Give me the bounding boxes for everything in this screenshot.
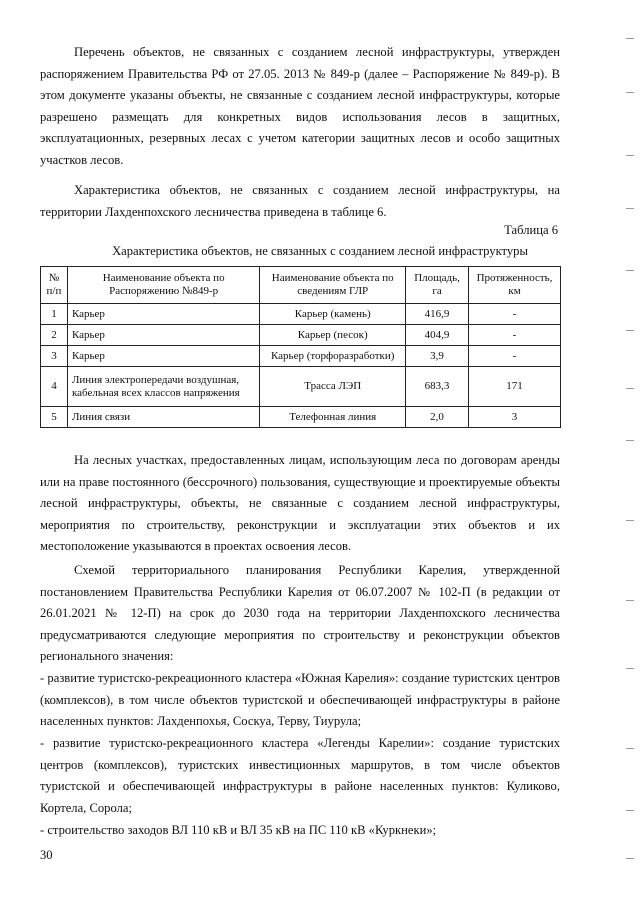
- cell-num: 3: [41, 346, 68, 367]
- cell-num: 5: [41, 407, 68, 428]
- scan-edge-marks: [616, 0, 640, 905]
- cell-area: 2,0: [406, 407, 469, 428]
- table-reference-paragraph: Характеристика объектов, не связанных с созданием лесной инфраструктуры, на территории Лахденпохского лесничества приведена в таблице 6.: [40, 183, 560, 219]
- bullet-south-karelia: - развитие туристско-рекреационного кластера «Южная Карелия»: создание туристских центров (комплексов), в том числе объектов туристской и обеспечивающей инфраструктуры в районе населенных пунктов: Лахденпохья, Соскуа, Терву, Тиурула;: [40, 671, 560, 729]
- scan-mark: [626, 270, 634, 271]
- scan-mark: [626, 858, 634, 859]
- scan-mark: [626, 330, 634, 331]
- header-area: Площадь, га: [406, 267, 469, 304]
- table-row: [41, 367, 561, 407]
- scan-mark: [626, 38, 634, 39]
- forest-plots-paragraph: На лесных участках, предоставленных лицам, использующим леса по договорам аренды или на праве постоянного (бессрочного) пользования, существующие и проектируемые объекты лесной инфраструктуры, объекты, не связанные с созданием лесной инфраструктуры, мероприятия по строительству, реконструкции и эксплуатации этих объектов и их местоположение указываются в проектах освоения лесов.: [40, 453, 560, 554]
- cell-name-849: Линия электропередачи воздушная, кабельная всех классов напряжения: [67, 367, 259, 407]
- cell-area: 3,9: [406, 346, 469, 367]
- cell-length: 171: [469, 367, 561, 407]
- scan-mark: [626, 520, 634, 521]
- scan-mark: [626, 208, 634, 209]
- territorial-plan-paragraph: Схемой территориального планирования Республики Карелия, утвержденной постановлением Правительства Республики Карелия от 06.07.2007 № 102-П (в редакции от 26.01.2021 № 12-П) на срок до 2030 года на территории Лахденпохского лесничества предусматриваются следующие мероприятия по строительству и реконструкции объектов регионального значения:: [40, 563, 560, 664]
- cell-area: 404,9: [406, 325, 469, 346]
- cell-num: 4: [41, 367, 68, 407]
- table-row: [41, 407, 561, 428]
- cell-name-glr: Трасса ЛЭП: [260, 367, 406, 407]
- table-row: [41, 325, 561, 346]
- scan-mark: [626, 600, 634, 601]
- cell-name-849: Карьер: [67, 346, 259, 367]
- table-label: Таблица 6: [504, 223, 558, 237]
- cell-name-glr: Телефонная линия: [260, 407, 406, 428]
- scan-mark: [626, 155, 634, 156]
- scan-mark: [626, 748, 634, 749]
- cell-area: 683,3: [406, 367, 469, 407]
- cell-name-849: Линия связи: [67, 407, 259, 428]
- bullet-legends-karelia: - развитие туристско-рекреационного кластера «Легенды Карелии»: создание туристских центров (комплексов), туристских инвестиционных маршрутов, в том числе объектов туристской и обеспечивающей инфраструктуры в районе населенных пунктов: Куликово, Кортела, Сорола;: [40, 736, 560, 815]
- table-title: Характеристика объектов, не связанных с созданием лесной инфраструктуры: [112, 244, 528, 258]
- scan-mark: [626, 92, 634, 93]
- intro-paragraph: Перечень объектов, не связанных с созданием лесной инфраструктуры, утвержден распоряжением Правительства РФ от 27.05. 2013 № 849-р (далее – Распоряжение № 849-р). В этом документе указаны объекты, не связанные с созданием лесной инфраструктуры, которые разрешено размещать для конкретных видов использования лесов в защитных, эксплуатационных, резервных лесах с учетом категории защитных лесов и особо защитных участков лесов.: [40, 45, 560, 167]
- objects-table: [40, 266, 561, 428]
- cell-name-849: Карьер: [67, 325, 259, 346]
- scan-mark: [626, 810, 634, 811]
- header-length: Протяженность, км: [469, 267, 561, 304]
- cell-name-glr: Карьер (песок): [260, 325, 406, 346]
- table-row: [41, 346, 561, 367]
- cell-length: -: [469, 346, 561, 367]
- scan-mark: [626, 668, 634, 669]
- cell-name-glr: Карьер (торфоразработки): [260, 346, 406, 367]
- table-row: [41, 304, 561, 325]
- bullet-power-lines: - строительство заходов ВЛ 110 кВ и ВЛ 35 кВ на ПС 110 кВ «Куркнеки»;: [40, 823, 437, 837]
- page-number: 30: [40, 848, 53, 862]
- header-num: № п/п: [41, 267, 68, 304]
- scan-mark: [626, 388, 634, 389]
- header-name-glr: Наименование объекта по сведениям ГЛР: [260, 267, 406, 304]
- header-name-849: Наименование объекта по Распоряжению №849-р: [67, 267, 259, 304]
- cell-num: 1: [41, 304, 68, 325]
- cell-num: 2: [41, 325, 68, 346]
- cell-area: 416,9: [406, 304, 469, 325]
- cell-length: 3: [469, 407, 561, 428]
- table-header-row: [41, 267, 561, 304]
- cell-length: -: [469, 325, 561, 346]
- cell-length: -: [469, 304, 561, 325]
- cell-name-849: Карьер: [67, 304, 259, 325]
- scan-mark: [626, 440, 634, 441]
- cell-name-glr: Карьер (камень): [260, 304, 406, 325]
